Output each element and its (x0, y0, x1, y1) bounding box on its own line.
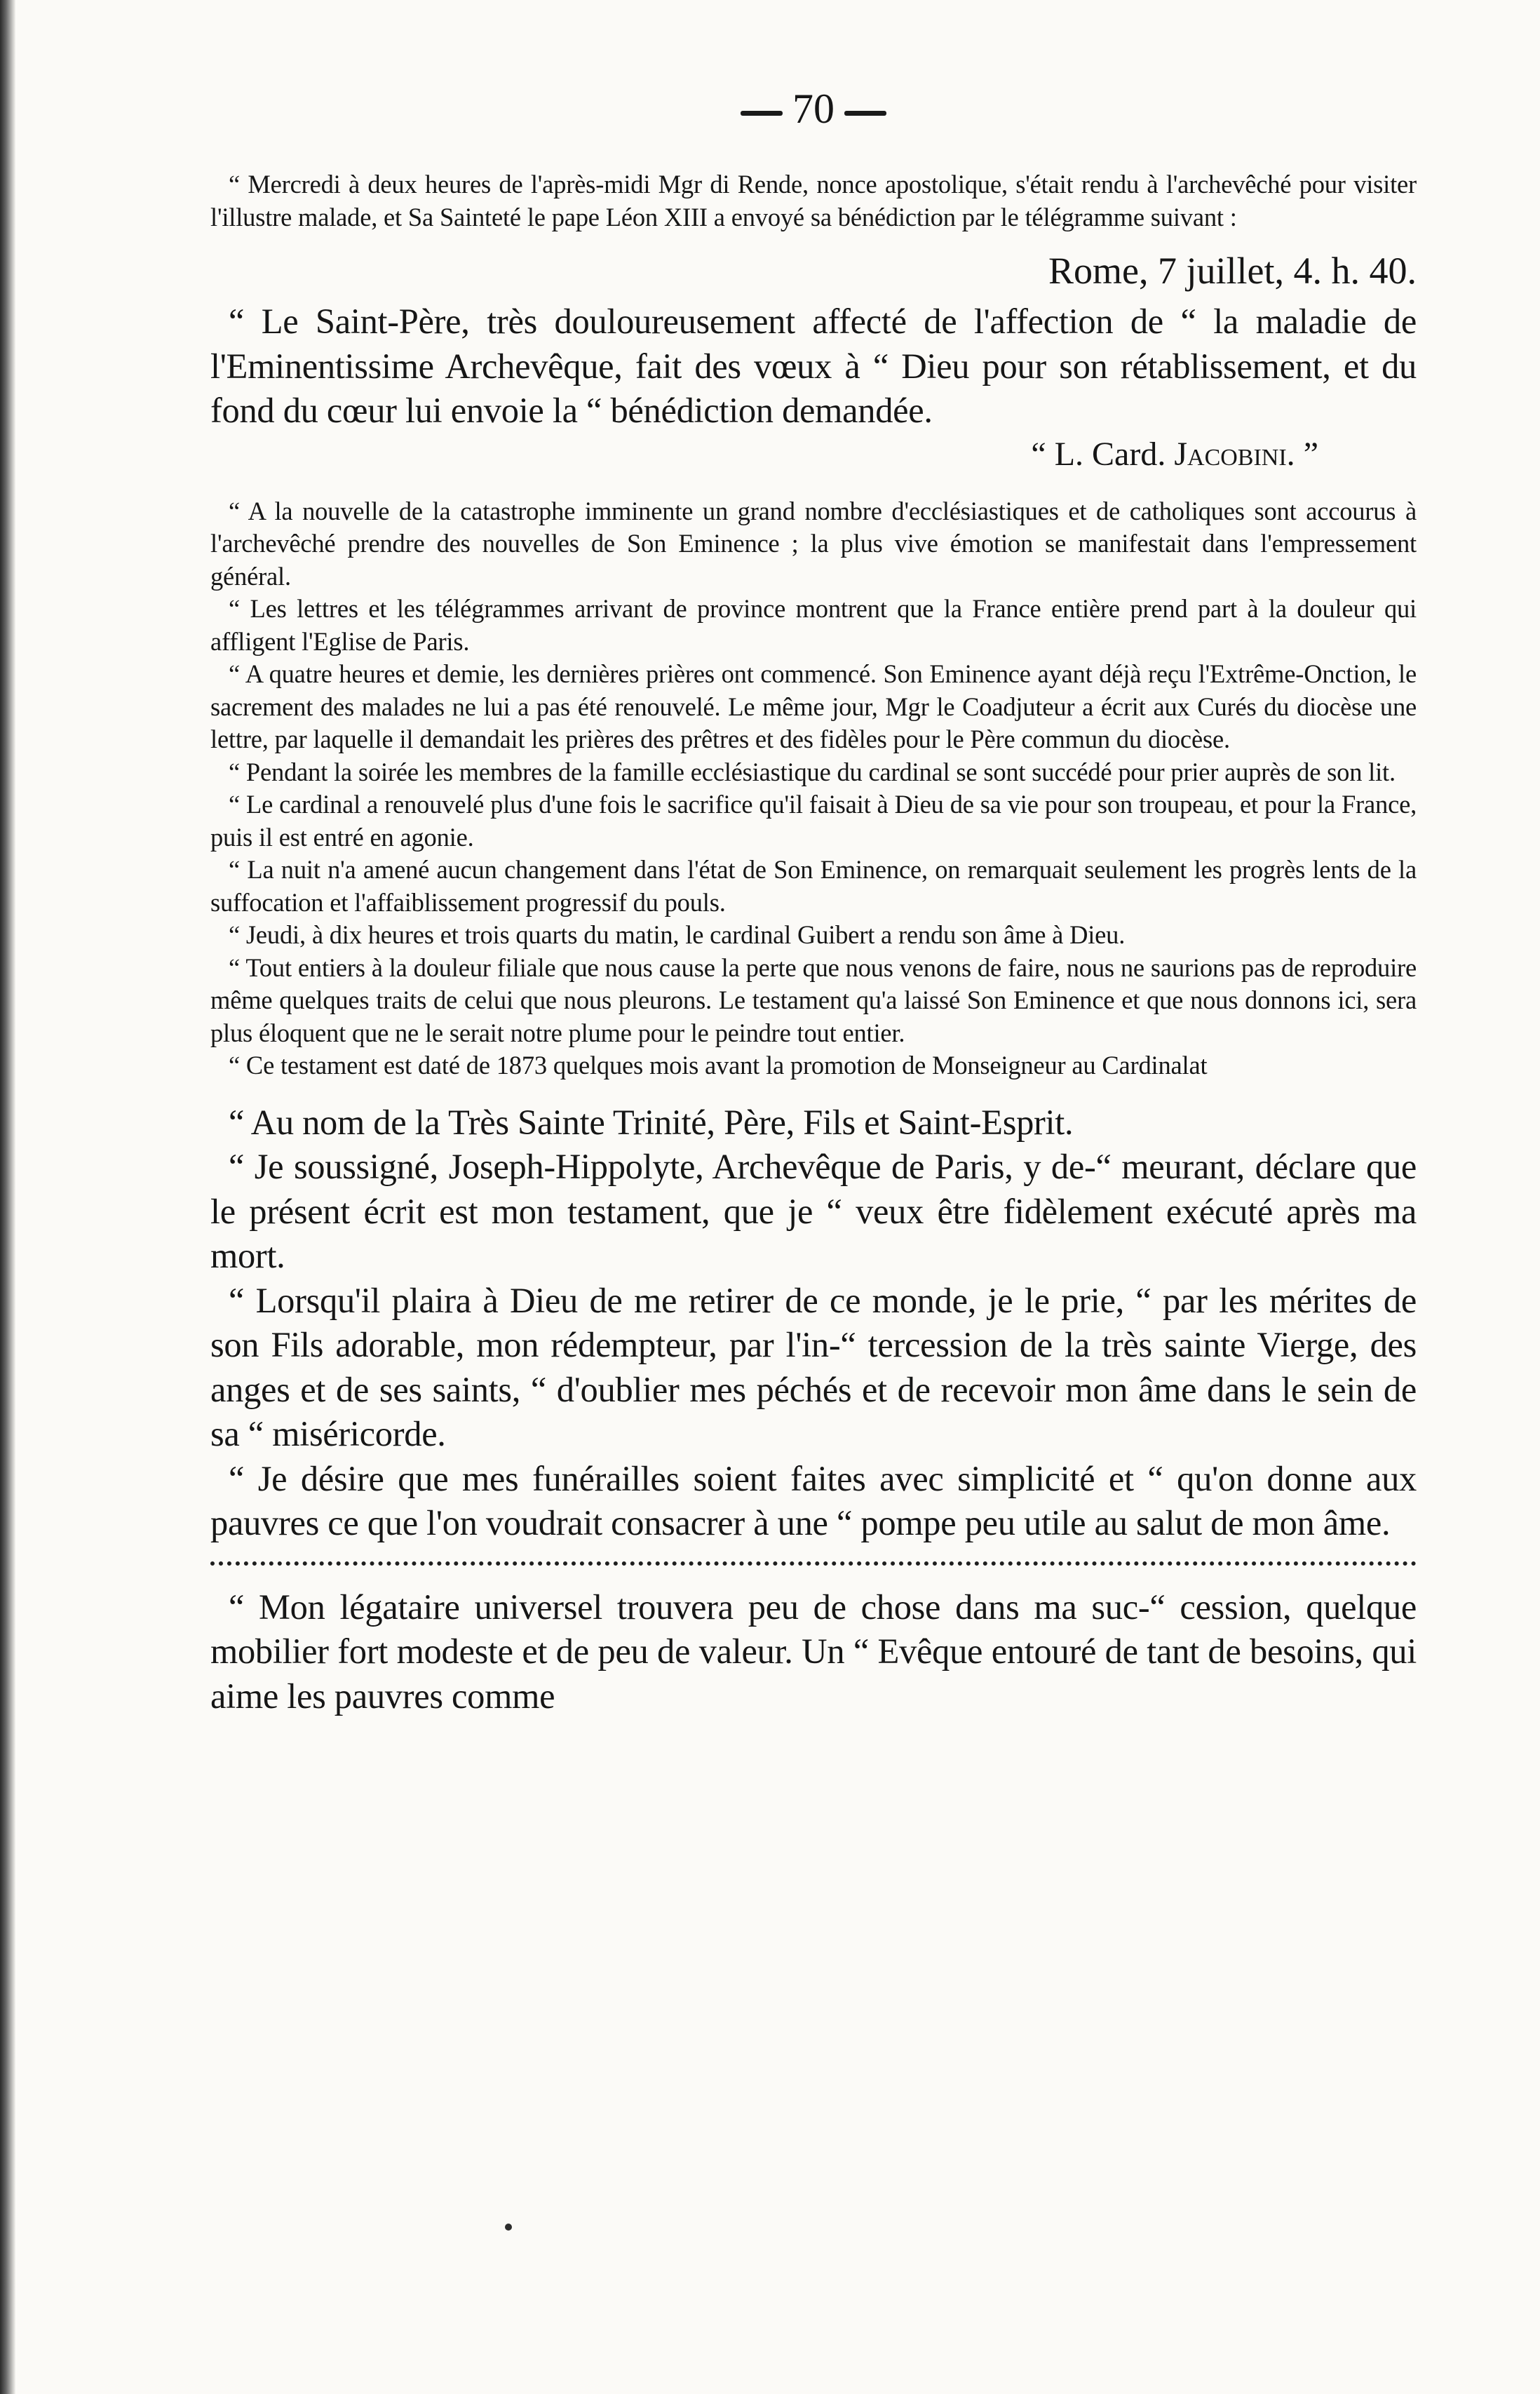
ornament-left (741, 111, 783, 116)
news-paragraph: “ A la nouvelle de la catastrophe imminente un grand nombre d'ecclésiastiques et de catholiques sont accourus à l'archevêché prendre des nouvelles de Son Eminence ; la plus vive émotion se manifestait dans l'empressement général. (210, 496, 1417, 591)
ornament-right (844, 111, 886, 116)
stray-mark (505, 2224, 512, 2231)
signature-name: Jacobini. (1174, 435, 1295, 473)
testament-paragraph: “ Je soussigné, Joseph-Hippolyte, Archevêque de Paris, y de-“ meurant, déclare que le présent écrit est mon testament, que je “ veux être fidèlement exécuté après ma mort. (210, 1147, 1417, 1275)
news-paragraph: “ La nuit n'a amené aucun changement dans l'état de Son Eminence, on remarquait seulement les progrès lents de la suffocation et l'affaiblissement progressif du pouls. (210, 855, 1417, 917)
testament-paragraph: “ Au nom de la Très Sainte Trinité, Père, Fils et Saint-Esprit. (229, 1102, 1074, 1142)
intro-section (210, 168, 1417, 234)
news-paragraph: “ A quatre heures et demie, les dernières prières ont commencé. Son Eminence ayant déjà reçu l'Extrême-Onction, le sacrement des malades ne lui a pas été renouvelé. Le même jour, Mgr le Coadjuteur a écrit aux Curés du diocèse une lettre, par laquelle il demandait les prières des prêtres et des fidèles pour le Père commun du diocèse. (210, 659, 1417, 753)
news-paragraph: “ Ce testament est daté de 1873 quelques mois avant la promotion de Monseigneur au Cardinalat (229, 1051, 1208, 1080)
telegram-signature: “ L. Card. Jacobini. ” (1031, 435, 1318, 473)
page-number: 70 (792, 86, 835, 132)
book-page (210, 77, 1417, 1719)
testament-section (210, 1101, 1417, 1546)
ellipsis-divider (210, 1561, 1417, 1566)
binding-edge (0, 0, 15, 2394)
news-paragraph: “ Le cardinal a renouvelé plus d'une fois le sacrifice qu'il faisait à Dieu de sa vie pour son troupeau, et pour la France, puis il est entré en agonie. (210, 790, 1417, 852)
intro-paragraph: “ Mercredi à deux heures de l'après-midi Mgr di Rende, nonce apostolique, s'était rendu à l'archevêché pour visiter l'illustre malade, et Sa Sainteté le pape Léon XIII a envoyé sa bénédiction par le télégramme suivant : (210, 170, 1417, 231)
closing-paragraph: “ Mon légataire universel trouvera peu de chose dans ma suc-“ cession, quelque mobilier fort modeste et de peu de valeur. Un “ Evêque entouré de tant de besoins, qui aime les pauvres comme (210, 1587, 1417, 1716)
news-paragraph: “ Tout entiers à la douleur filiale que nous cause la perte que nous venons de faire, nous ne saurions pas de reproduire même quelques traits de celui que nous pleurons. Le testament qu'a laissé Son Eminence et que nous donnons ici, sera plus éloquent que ne le serait notre plume pour le peindre tout entier. (210, 953, 1417, 1047)
testament-paragraph: “ Je désire que mes funérailles soient faites avec simplicité et “ qu'on donne aux pauvres ce que l'on voudrait consacrer à une “ pompe peu utile au salut de mon âme. (210, 1458, 1417, 1542)
news-paragraph: “ Jeudi, à dix heures et trois quarts du matin, le cardinal Guibert a rendu son âme à Dieu. (229, 920, 1126, 949)
testament-paragraph: “ Lorsqu'il plaira à Dieu de me retirer de ce monde, je le prie, “ par les mérites de son Fils adorable, mon rédempteur, par l'in-“ tercession de la très sainte Vierge, des anges et de ses saints, “ d'oublier mes péchés et de recevoir mon âme dans le sein de sa “ miséricorde. (210, 1280, 1417, 1453)
news-paragraph: “ Pendant la soirée les membres de la famille ecclésiastique du cardinal se sont succédé pour prier auprès de son lit. (229, 757, 1396, 786)
news-paragraph: “ Les lettres et les télégrammes arrivant de province montrent que la France entière prend part à la douleur qui affligent l'Eglise de Paris. (210, 594, 1417, 656)
telegram-section (210, 300, 1417, 433)
news-section (210, 495, 1417, 1082)
page-number-header (210, 77, 1417, 140)
telegram-body: “ Le Saint-Père, très douloureusement affecté de l'affection de “ la maladie de l'Eminentissime Archevêque, fait des vœux à “ Dieu pour son rétablissement, et du fond du cœur lui envoie la “ bénédiction demandée. (210, 302, 1417, 430)
telegram-dateline: Rome, 7 juillet, 4. h. 40. (1048, 250, 1417, 292)
closing-section (210, 1585, 1417, 1719)
